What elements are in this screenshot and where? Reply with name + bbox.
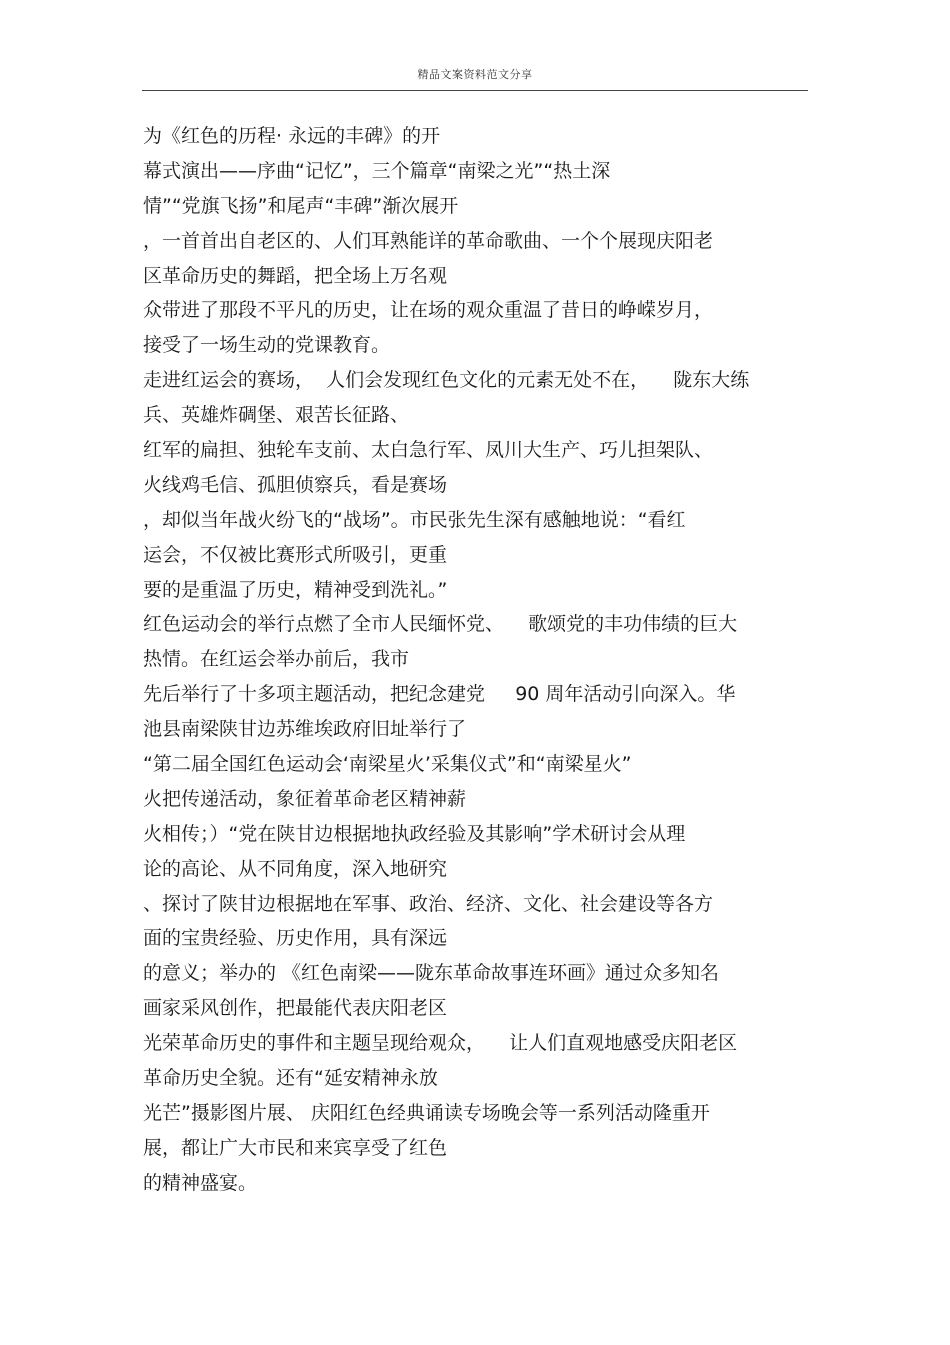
text-line: 火线鸡毛信、孤胆侦察兵，看是赛场	[143, 473, 448, 496]
header-divider	[142, 90, 808, 91]
text-line: 红色运动会的举行点燃了全市人民缅怀党、 歌颂党的丰功伟绩的巨大	[143, 613, 738, 636]
text-line: 情”“党旗飞扬”和尾声“丰碑”渐次展开	[143, 194, 459, 217]
text-line: “第二届全国红色运动会‘南梁星火’采集仪式”和“南梁星火”	[143, 753, 632, 776]
text-line: 走进红运会的赛场， 人们会发现红色文化的元素无处不在， 陇东大练	[143, 369, 750, 392]
text-line: 热情。在红运会举办前后，我市	[143, 648, 410, 671]
document-body	[143, 119, 823, 1201]
text-line: ，一首首出自老区的、人们耳熟能详的革命歌曲、一个个展现庆阳老	[143, 229, 714, 252]
text-line: 面的宝贵经验、历史作用，具有深远	[143, 927, 448, 950]
text-line: 火把传递活动，象征着革命老区精神薪	[143, 787, 467, 810]
text-line: 接受了一场生动的党课教育。	[143, 334, 391, 357]
text-line: 为《红色的历程· 永远的丰碑》的开	[143, 125, 441, 147]
text-line: 的精神盛宴。	[143, 1171, 258, 1194]
page-header: 精品文案资料范文分享	[417, 68, 533, 81]
text-line: 众带进了那段不平凡的历史，让在场的观众重温了昔日的峥嵘岁月，	[143, 299, 714, 322]
text-line: 光芒”摄影图片展、 庆阳红色经典诵读专场晚会等一系列活动隆重开	[143, 1101, 710, 1124]
text-line: 的意义；举办的 《红色南梁——陇东革命故事连环画》通过众多知名	[143, 962, 720, 985]
text-line: 火相传；）“党在陕甘边根据地执政经验及其影响”学术研讨会从理	[143, 822, 686, 845]
text-line: 运会，不仅被比赛形式所吸引，更重	[143, 543, 448, 566]
text-line: 先后举行了十多项主题活动，把纪念建党 90 周年活动引向深入。华	[143, 683, 736, 706]
text-line: 革命历史全貌。还有“延安精神永放	[143, 1067, 438, 1090]
text-line: 幕式演出——序曲“记忆”，三个篇章“南梁之光”“热土深	[143, 159, 611, 182]
text-line: 兵、英雄炸碉堡、艰苦长征路、	[143, 404, 410, 427]
text-line: 、探讨了陕甘边根据地在军事、政治、经济、文化、社会建设等各方	[143, 892, 714, 915]
text-line: 画家采风创作，把最能代表庆阳老区	[143, 997, 448, 1020]
text-line: 光荣革命历史的事件和主题呈现给观众， 让人们直观地感受庆阳老区	[143, 1032, 738, 1055]
text-line: 红军的扁担、独轮车支前、太白急行军、凤川大生产、巧儿担架队、	[143, 439, 714, 462]
text-line: 池县南梁陕甘边苏维埃政府旧址举行了	[143, 718, 467, 741]
text-line: 区革命历史的舞蹈，把全场上万名观	[143, 264, 448, 287]
text-line: 论的高论、从不同角度，深入地研究	[143, 857, 448, 880]
text-line: 要的是重温了历史，精神受到洗礼。”	[143, 578, 448, 601]
text-line: 展，都让广大市民和来宾享受了红色	[143, 1136, 448, 1159]
text-line: ，却似当年战火纷飞的“战场”。市民张先生深有感触地说：“看红	[143, 508, 686, 531]
